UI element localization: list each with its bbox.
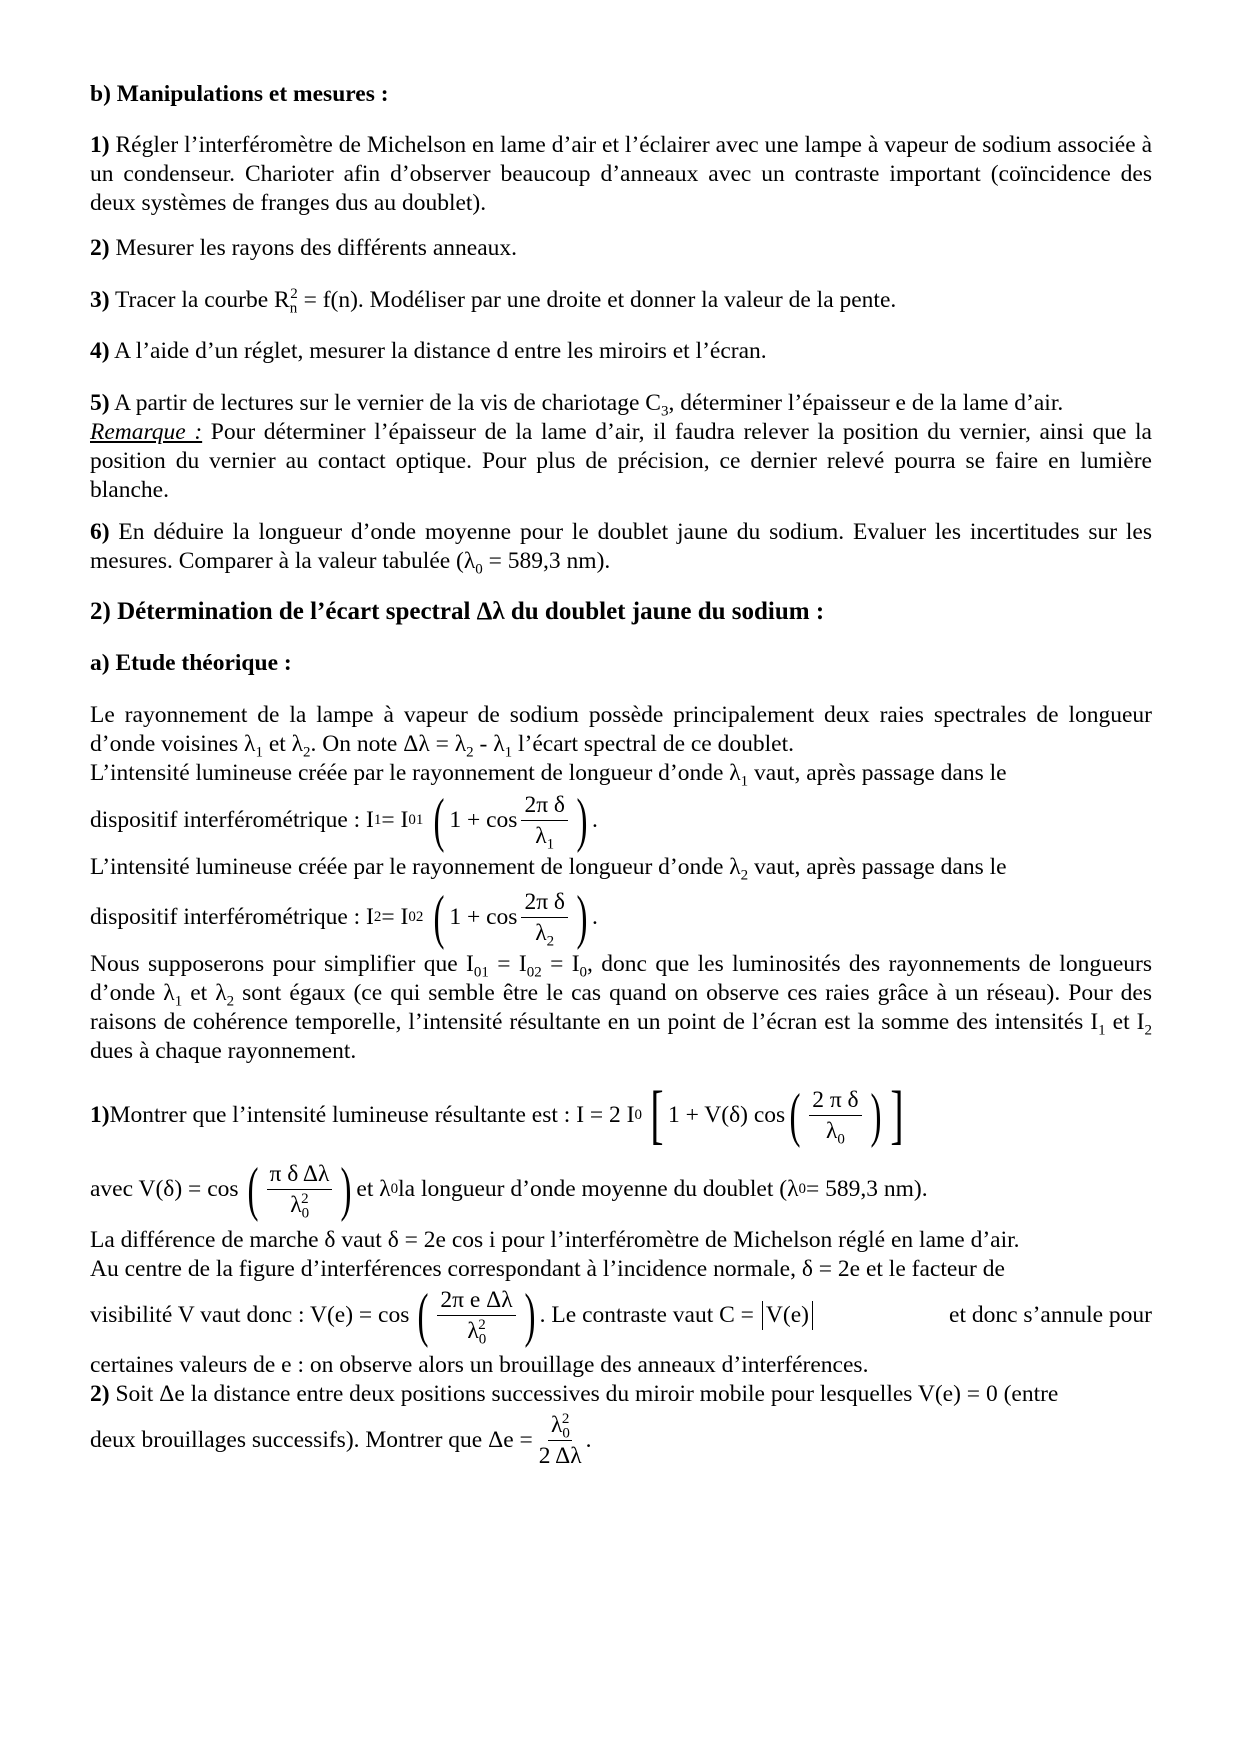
normal-incidence-line: Au centre de la figure d’interférences correspondant à l’incidence normale, δ = 2e et le facteur de xyxy=(90,1256,1005,1282)
equation-i1: dispositif interférométrique : I 1 = I 01 ( 1 + cos $\frac{\text{2π δ}}{\lambda_1}$ ) . xyxy=(90,787,598,853)
theory-paragraph-3: Nous supposerons pour simplifier que $I_{01} = I_{02} = I_0$, donc que les luminosités des rayonnements de longueurs d’onde $\lambda_1$ et $\lambda_2$ sont égaux (ce qui semble être le cas quand on observe ces raies grâce à un réseau). Pour des raisons de cohérence temporelle, l’intensité résultante en un point de l’écran est la somme des intensités $I_1$ et $I_2$ dues à chaque rayonnement. xyxy=(90,951,1153,1064)
step-5: 5) A partir de lectures sur le vernier de la vis de chariotage $C_3$, déterminer l’épaisseur e de la lame d’air. Remarque : Pour déterminer l’épaisseur de la lame d’air, il faudra relever la position du vernier, ainsi que la position du vernier au contact optique. Pour plus de précision, ce dernier relevé pourra se faire en lumière blanche. xyxy=(90,390,1152,503)
step-6: 6) En déduire la longueur d’onde moyenne pour le doublet jaune du sodium. Evaluer les incertitudes sur les mesures. Comparer à la valeur tabulée ($\lambda_0 = 589,3$ nm). xyxy=(90,519,1152,578)
step-3: 3) Tracer la courbe $R_n^2 = f(n)$. Modéliser par une droite et donner la valeur de la pente. xyxy=(90,286,897,317)
visibility-definition: avec V(δ) = cos ( $\frac{\text{π δ Δλ}}{\lambda_0^2}$ ) et λ 0 la longueur d’onde moyenne du doublet (λ 0 = 589,3 nm). xyxy=(90,1156,928,1222)
heading-etude-theorique: a) Etude théorique : xyxy=(90,650,292,676)
remark-label: Remarque : xyxy=(90,419,203,445)
visibility-contrast: visibilité V vaut donc : V(e) = cos ( $\frac{\text{2π e Δλ}}{\lambda_0^2}$ ) . Le contraste vaut C = V(e) et donc s’annule pour xyxy=(90,1282,1152,1348)
step-1: 1) Régler l’interféromètre de Michelson en lame d’air et l’éclairer avec une lampe à vapeur de sodium associée à un condenseur. Charioter afin d’observer beaucoup d’anneaux avec un contraste important (coïncidence des deux systèmes de franges dus au doublet). xyxy=(90,132,1152,216)
question-2: 2) Soit Δe la distance entre deux positions successives du miroir mobile pour lesquelles V(e) = 0 (entre xyxy=(90,1381,1059,1407)
brouillage-line: certaines valeurs de e : on observe alors un brouillage des anneaux d’interférences. xyxy=(90,1352,869,1378)
section-2-title: 2) Détermination de l’écart spectral Δλ du doublet jaune du sodium : xyxy=(90,598,825,625)
theory-paragraph-2: L’intensité lumineuse créée par le rayonnement de longueur d’onde $\lambda_2$ vaut, après passage dans le xyxy=(90,854,1007,884)
path-difference-line: La différence de marche δ vaut δ = 2e cos i pour l’interféromètre de Michelson réglé en lame d’air. xyxy=(90,1227,1020,1253)
equation-i2: dispositif interférométrique : I 2 = I 02 ( 1 + cos $\frac{\text{2π δ}}{\lambda_2}$ ) . xyxy=(90,884,598,950)
step-2: 2) Mesurer les rayons des différents anneaux. xyxy=(90,235,517,261)
theory-paragraph-1: Le rayonnement de la lampe à vapeur de sodium possède principalement deux raies spectrales de longueur d’onde voisines $\lambda_1$ et $\lambda_2$. On note $\Delta\lambda = \lambda_2 - \lambda_1$ l’écart spectral de ce doublet. L’intensité lumineuse créée par le rayonnement de longueur d’onde $\lambda_1$ vaut, après passage dans le xyxy=(90,702,1152,790)
question-2-equation: deux brouillages successifs). Montrer que Δe = $\frac{\lambda_0^2}{2 \Delta\lambda}$ . xyxy=(90,1410,592,1469)
question-1: 1) Montrer que l’intensité lumineuse résultante est : I = 2 I 0 [ 1 + V(δ) cos ( $\frac{\text{2 π δ}}{\lambda_0}$ ) ] xyxy=(90,1078,904,1151)
step-4: 4) A l’aide d’un réglet, mesurer la distance d entre les miroirs et l’écran. xyxy=(90,338,767,364)
heading-manipulations: b) Manipulations et mesures : xyxy=(90,81,389,107)
